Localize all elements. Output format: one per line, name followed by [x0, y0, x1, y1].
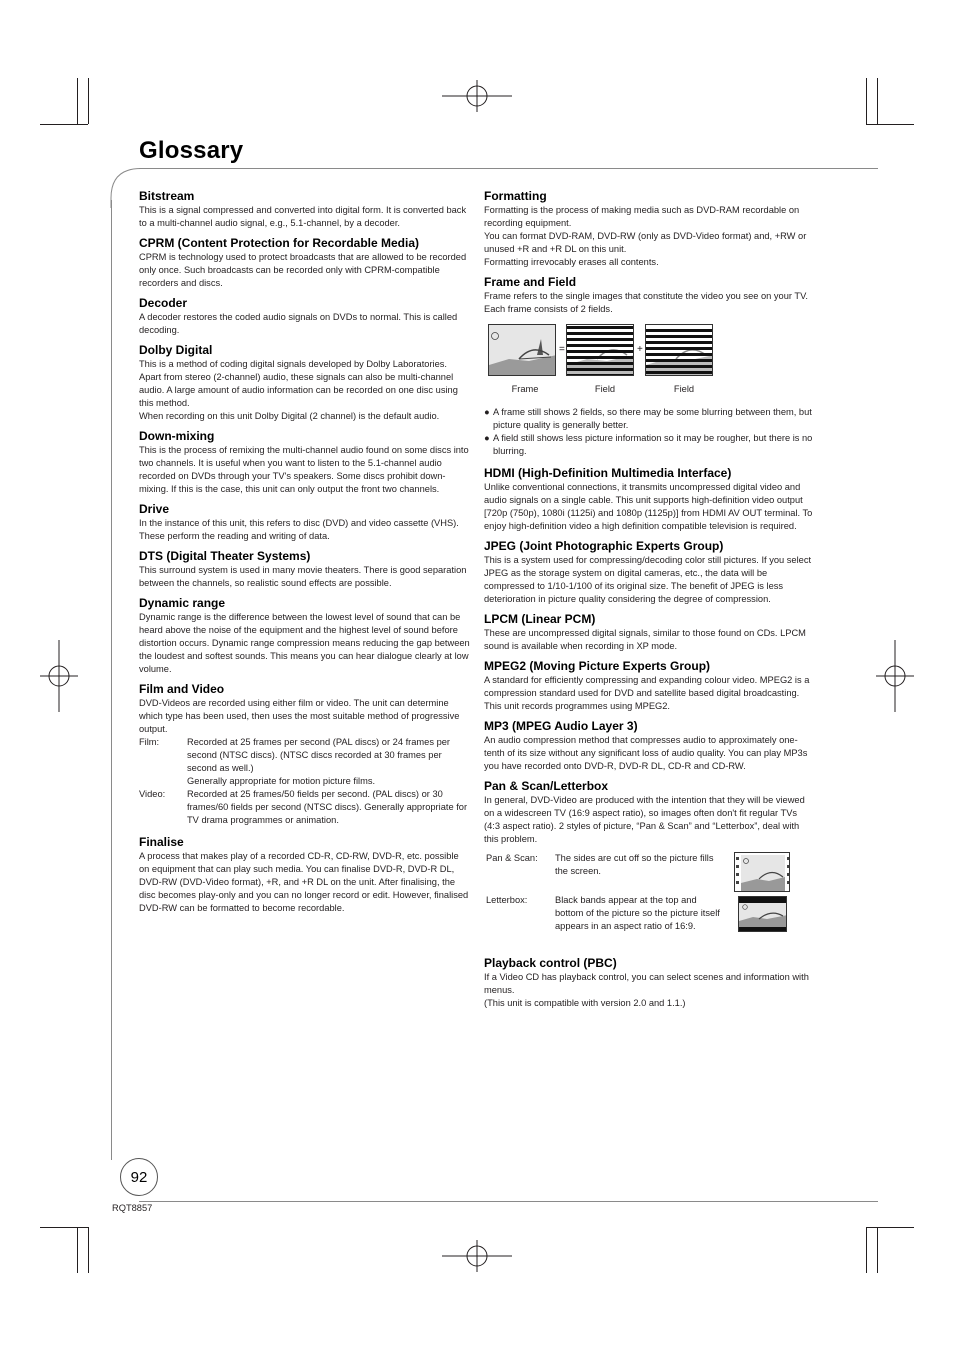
entry-term: Playback control (PBC) [484, 956, 617, 970]
glossary-entry-cprm [139, 236, 470, 290]
letterbox-term: Letterbox: [486, 895, 528, 905]
entry-text: A process that makes play of a recorded CD-R, CD-RW, DVD-R, etc. possible on equipment that can play such media. You can finalise DVD-R, DVD-R DL, DVD-RW (DVD-Video format), +R, and +R DL on the unit. After finalising, the disc becomes play-only and you can no longer record or edit. However, finalised DVD-RW can be formatted to become recordable. [139, 851, 469, 913]
definition-term: Film: [139, 737, 160, 747]
glossary-entry-bitstream [139, 189, 470, 230]
entry-text: Formatting is the process of making media such as DVD-RAM recordable on recording equipment. [484, 205, 800, 228]
entry-term: DTS (Digital Theater Systems) [139, 549, 311, 563]
glossary-entry-dynamic-range [139, 596, 470, 676]
glossary-entry-hdmi [484, 466, 815, 533]
glossary-entry-mp3 [484, 719, 815, 773]
definition-row-video [139, 788, 470, 827]
entry-text: This surround system is used in many movie theaters. There is good separation between the channels, so realistic sound effects are possible. [139, 565, 467, 588]
bullet-icon: ● [484, 407, 490, 417]
entry-text: DVD-Videos are recorded using either film or video. The unit can determine which type has been used, then uses the most suitable method of progressive output. [139, 698, 460, 734]
page-title: Glossary [139, 137, 244, 164]
field-caption-2: Field [673, 384, 695, 394]
entry-text: Unlike conventional connections, it transmits uncompressed digital video and audio signals on a single cable. This unit supports high-definition video output [720p (750p), 1080i (1125i) and 1080p (1125p)] from HDMI AV OUT terminal. To enjoy high-definition video a high definition compatible television is required. [484, 482, 813, 531]
page-number: 92 [120, 1158, 158, 1196]
entry-term: JPEG (Joint Photographic Experts Group) [484, 539, 724, 553]
definition-row-film [139, 736, 470, 788]
definition-desc: Recorded at 25 frames/50 fields per second. (PAL discs) or 30 frames/60 fields per second (NTSC discs). Generally appropriate for TV drama programmes or animation. [187, 789, 468, 825]
glossary-entry-pan-scan [484, 779, 815, 950]
entry-text: An audio compression method that compresses audio to approximately one-tenth of its size without any significant loss of audio quality. You can play MP3s you have recorded onto DVD-R, DVD-R DL, CD-R and CD-RW. [484, 735, 808, 771]
letterbox-row [486, 894, 723, 933]
bullet-text: A field still shows less picture information so it may be rougher, but there is no blurring. [493, 433, 813, 456]
pan-scan-image [734, 852, 790, 892]
bullet-icon: ● [484, 433, 490, 443]
pan-scan-term: Pan & Scan: [486, 853, 538, 863]
pan-scan-desc: The sides are cut off so the picture fills the screen. [555, 853, 714, 876]
entry-text: A decoder restores the coded audio signals on DVDs to normal. This is called decoding. [139, 312, 458, 335]
entry-text: In general, DVD-Video are produced with the intention that they will be viewed on a widescreen TV (16:9 aspect ratio), so images often don't fit regular TVs (4:3 aspect ratio). 2 styles of picture, “Pan & Scan” and “Letterbox”, deal with this problem. [484, 795, 805, 844]
glossary-entry-film-video [139, 682, 470, 827]
entry-text: Formatting irrevocably erases all contents. [484, 257, 659, 267]
entry-term: Dynamic range [139, 596, 226, 610]
glossary-entry-dts [139, 549, 470, 590]
entry-term: Drive [139, 502, 170, 516]
plus-sign: + [637, 344, 643, 355]
entry-text: This is a signal compressed and converted into digital form. It is converted back to a multi-channel audio signal, e.g., 5.1-channel, by a decoder. [139, 205, 467, 228]
glossary-entry-jpeg [484, 539, 815, 606]
glossary-entry-mpeg2 [484, 659, 815, 713]
entry-text: Frame refers to the single images that constitute the video you see on your TV. Each frame consists of 2 fields. [484, 291, 809, 314]
glossary-entry-decoder [139, 296, 470, 337]
entry-text: CPRM is technology used to protect broadcasts that are allowed to be recorded only once. Such broadcasts can be recorded only with CPRM-compatible recorders and discs. [139, 252, 467, 288]
entry-text: When recording on this unit Dolby Digital (2 channel) is the default audio. [139, 411, 440, 421]
frame-image [488, 324, 556, 376]
entry-term: MPEG2 (Moving Picture Experts Group) [484, 659, 711, 673]
entry-term: LPCM (Linear PCM) [484, 612, 596, 626]
letterbox-desc: Black bands appear at the top and bottom of the picture so the picture itself appears in an aspect ratio of 16:9. [555, 895, 720, 931]
glossary-entry-pbc [484, 956, 815, 1010]
frame-field-illustration [484, 324, 815, 402]
entry-term: HDMI (High-Definition Multimedia Interface) [484, 466, 732, 480]
glossary-right-column [484, 189, 815, 1016]
bullet-text: A frame still shows 2 fields, so there may be some blurring between them, but picture quality is generally better. [493, 407, 812, 430]
glossary-entry-drive [139, 502, 470, 543]
entry-text: You can format DVD-RAM, DVD-RW (only as DVD-Video format) and, +RW or unused +R and +R DL on this unit. [484, 231, 807, 254]
glossary-entry-frame-field [484, 275, 815, 458]
bullet-item [484, 406, 815, 432]
definition-term: Video: [139, 789, 166, 799]
frame-caption: Frame [511, 384, 539, 394]
entry-text: This is the process of remixing the multi-channel audio found on some discs into two channels. It is useful when you want to listen to the 5.1-channel audio recorded on DVDs through your TV's speakers. Some discs prohibit down-mixing. If this is the case, this unit can only output the front two channels. [139, 445, 469, 494]
entry-term: Bitstream [139, 189, 195, 203]
entry-text: These are uncompressed digital signals, similar to those found on CDs. LPCM sound is available when recording in XP mode. [484, 628, 806, 651]
glossary-entry-dolby-digital [139, 343, 470, 423]
definition-desc: Recorded at 25 frames per second (PAL discs) or 24 frames per second (NTSC discs). (NTSC discs recorded at 30 frames per second as well.) [187, 737, 451, 773]
entry-text: This is a method of coding digital signals developed by Dolby Laboratories. Apart from stereo (2-channel) audio, these signals can also be multi-channel audio. A large amount of audio information can be recorded on one disc using this method. [139, 359, 458, 408]
entry-term: Down-mixing [139, 429, 215, 443]
field-image-2 [645, 324, 713, 376]
entry-text: This is a system used for compressing/decoding color still pictures. If you select JPEG as the storage system on digital cameras, etc., the data will be compressed to 1/10-1/100 of its original size. The benefit of JPEG is less deterioration in picture quality considering the degree of compression. [484, 555, 812, 604]
equals-sign: = [559, 344, 565, 355]
glossary-entry-lpcm [484, 612, 815, 653]
entry-term: Film and Video [139, 682, 225, 696]
glossary-entry-formatting [484, 189, 815, 269]
entry-term: Finalise [139, 835, 184, 849]
pan-scan-row [486, 852, 723, 878]
entry-term: MP3 (MPEG Audio Layer 3) [484, 719, 638, 733]
entry-term: Decoder [139, 296, 188, 310]
entry-text: (This unit is compatible with version 2.0 and 1.1.) [484, 998, 686, 1008]
glossary-left-column [139, 189, 470, 921]
entry-term: CPRM (Content Protection for Recordable Media) [139, 236, 420, 250]
document-code: RQT8857 [112, 1203, 153, 1213]
entry-text: Dynamic range is the difference between the lowest level of sound that can be heard above the noise of the equipment and the highest level of sound before distortion occurs. Dynamic range compression means reducing the gap between the loudest and softest sounds. This means you can hear dialogue clearly at low volume. [139, 612, 470, 674]
entry-term: Formatting [484, 189, 547, 203]
pan-scan-table [484, 852, 815, 950]
field-image-1 [566, 324, 634, 376]
definition-desc: Generally appropriate for motion picture films. [187, 776, 376, 786]
glossary-entry-finalise [139, 835, 470, 915]
field-caption-1: Field [594, 384, 616, 394]
entry-text: If a Video CD has playback control, you can select scenes and information with menus. [484, 972, 809, 995]
letterbox-image [738, 896, 787, 932]
entry-term: Pan & Scan/Letterbox [484, 779, 609, 793]
glossary-entry-down-mixing [139, 429, 470, 496]
entry-term: Frame and Field [484, 275, 577, 289]
entry-term: Dolby Digital [139, 343, 213, 357]
bullet-item [484, 432, 815, 458]
entry-text: In the instance of this unit, this refers to disc (DVD) and video cassette (VHS). These perform the reading and writing of data. [139, 518, 459, 541]
entry-text: A standard for efficiently compressing and expanding colour video. MPEG2 is a compression standard used for DVD and satellite based digital broadcasting. This unit records programmes using MPEG2. [484, 675, 810, 711]
